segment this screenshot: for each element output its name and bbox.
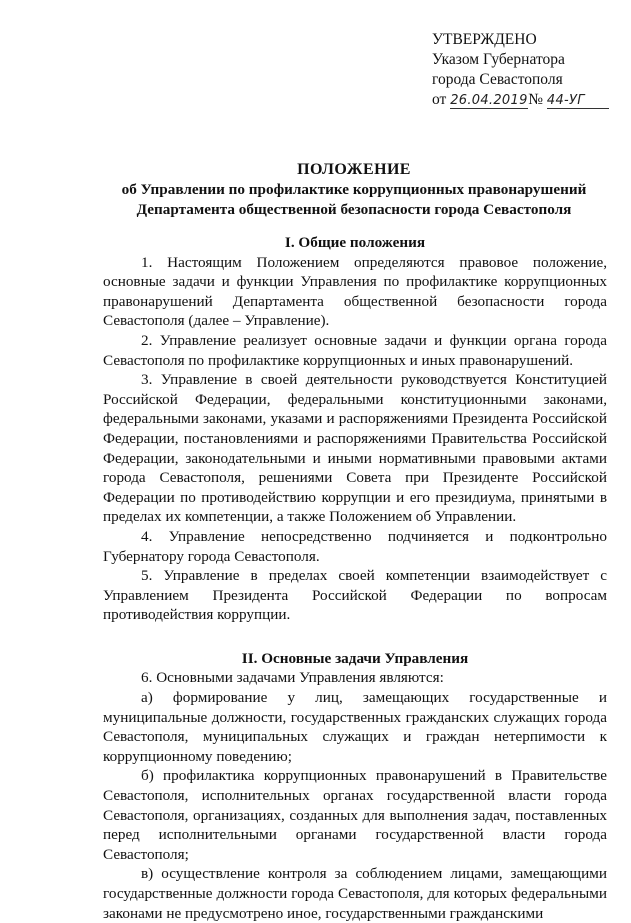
- paragraph: 5. Управление в пределах своей компетенции взаимодействует с Управлением Президента Российской Федерации по вопросам противодействия коррупции.: [103, 567, 607, 624]
- approval-title: УТВЕРЖДЕНО: [432, 31, 537, 48]
- number-label: №: [528, 91, 543, 108]
- from-label: от: [432, 91, 447, 108]
- title-sub-2: Департамента общественной безопасности города Севастополя: [136, 201, 572, 218]
- paragraph: 2. Управление реализует основные задачи и функции органа города Севастополя по профилактике коррупционных и иных правонарушений.: [103, 331, 607, 369]
- paragraph: а) формирование у лиц, замещающих государственные и муниципальные должности, государственных гражданских служащих города Севастополя, муниципальных служащих и граждан нетерпимости к коррупционному поведению;: [103, 689, 607, 765]
- paragraph: в) осуществление контроля за соблюдением лицами, замещающими государственные должности города Севастополя, для которых федеральными законами не предусмотрено иное, государственными гражданскими: [103, 865, 607, 922]
- paragraph: 1. Настоящим Положением определяются правовое положение, основные задачи и функции Управления по профилактике коррупционных правонарушений Департамента общественной безопасности города Севастополя (далее – Управление).: [103, 253, 607, 330]
- title-sub-1: об Управлении по профилактике коррупционных правонарушений: [121, 181, 587, 198]
- paragraph: 4. Управление непосредственно подчиняется и подконтрольно Губернатору города Севастополя.: [103, 527, 607, 565]
- document-title: [104, 160, 604, 220]
- approval-date-line: [432, 90, 622, 110]
- approval-authority: Указом Губернатора: [432, 51, 565, 68]
- document-body: [103, 233, 607, 923]
- paragraph: 6. Основными задачами Управления являются:: [141, 669, 444, 687]
- approval-city: города Севастополя: [432, 71, 563, 88]
- approval-stamp: [432, 30, 622, 110]
- section-heading-1: I. Общие положения: [284, 234, 426, 251]
- handwritten-date: 26.04.2019: [450, 93, 528, 108]
- handwritten-number: 44-УГ: [547, 93, 609, 109]
- title-main: ПОЛОЖЕНИЕ: [297, 161, 411, 178]
- paragraph: б) профилактика коррупционных правонарушений в Правительстве Севастополя, исполнительных органах государственной власти города Севастополя, организациях, созданных для выполнения задач, поставленных перед исполнительными органами государственной власти города Севастополя;: [103, 767, 607, 863]
- paragraph: 3. Управление в своей деятельности руководствуется Конституцией Российской Федерации, федеральными конституционными законами, федеральными законами, указами и распоряжениями Президента Российской Федерации, постановлениями и распоряжениями Правительства Российской Федерации, законодательными и иными нормативными правовыми актами города Севастополя, решениями Совета при Президенте Российской Федерации по противодействию коррупции и его президиума, принятыми в пределах их компетенции, а также Положением об Управлении.: [103, 371, 607, 526]
- section-heading-2: II. Основные задачи Управления: [241, 649, 469, 667]
